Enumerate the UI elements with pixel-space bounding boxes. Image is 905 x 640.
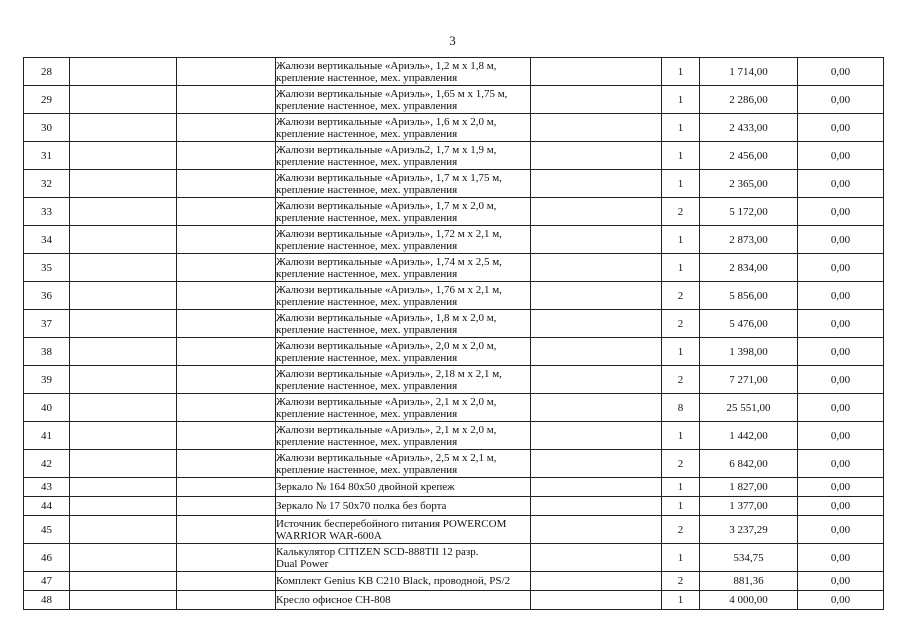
item-name-line: крепление настенное, мех. управления xyxy=(276,155,458,168)
item-name-line: Источник бесперебойного питания POWERCOM xyxy=(276,517,507,530)
empty-cell-c xyxy=(531,58,662,86)
item-name-cell xyxy=(276,394,531,422)
empty-cell-c xyxy=(531,226,662,254)
table-row xyxy=(24,516,884,544)
item-name-cell xyxy=(276,198,531,226)
item-name-cell xyxy=(276,544,531,572)
empty-cell-b xyxy=(177,282,276,310)
empty-cell-c xyxy=(531,366,662,394)
item-name-line: Зеркало № 164 80х50 двойной крепеж xyxy=(276,481,455,493)
amount-cell: 25 551,00 xyxy=(700,394,798,422)
empty-cell-b xyxy=(177,497,276,516)
item-name-line: Калькулятор CITIZEN SCD-888TII 12 разр. xyxy=(276,545,479,558)
empty-cell-c xyxy=(531,142,662,170)
empty-cell-c xyxy=(531,394,662,422)
quantity-cell: 1 xyxy=(662,544,700,572)
quantity-cell: 2 xyxy=(662,310,700,338)
table-row xyxy=(24,544,884,572)
item-name-line: Жалюзи вертикальные «Ариэль», 1,7 м х 2,0 м, xyxy=(276,199,497,212)
empty-cell-b xyxy=(177,310,276,338)
empty-cell-a xyxy=(70,58,177,86)
table-row xyxy=(24,198,884,226)
row-number-cell: 35 xyxy=(24,254,70,282)
item-name-line: Жалюзи вертикальные «Ариэль», 2,0 м х 2,0 м, xyxy=(276,339,497,352)
empty-cell-b xyxy=(177,450,276,478)
empty-cell-b xyxy=(177,58,276,86)
row-number-cell: 44 xyxy=(24,497,70,516)
quantity-cell: 1 xyxy=(662,254,700,282)
item-name-line: крепление настенное, мех. управления xyxy=(276,407,458,420)
item-name-line: крепление настенное, мех. управления xyxy=(276,99,458,112)
row-number-cell: 34 xyxy=(24,226,70,254)
row-number-cell: 47 xyxy=(24,572,70,591)
item-name-line: WARRIOR WAR-600A xyxy=(276,529,382,542)
residual-value-cell: 0,00 xyxy=(798,394,884,422)
residual-value-cell: 0,00 xyxy=(798,544,884,572)
empty-cell-b xyxy=(177,226,276,254)
item-name-line: Жалюзи вертикальные «Ариэль», 1,65 м х 1,75 м, xyxy=(276,87,508,100)
amount-cell: 3 237,29 xyxy=(700,516,798,544)
amount-cell: 2 834,00 xyxy=(700,254,798,282)
quantity-cell: 1 xyxy=(662,226,700,254)
residual-value-cell: 0,00 xyxy=(798,366,884,394)
residual-value-cell: 0,00 xyxy=(798,114,884,142)
quantity-cell: 2 xyxy=(662,516,700,544)
empty-cell-c xyxy=(531,86,662,114)
residual-value-cell: 0,00 xyxy=(798,478,884,497)
empty-cell-a xyxy=(70,497,177,516)
empty-cell-c xyxy=(531,478,662,497)
quantity-cell: 1 xyxy=(662,170,700,198)
amount-cell: 1 714,00 xyxy=(700,58,798,86)
item-name-cell xyxy=(276,516,531,544)
residual-value-cell: 0,00 xyxy=(798,591,884,610)
item-name-cell xyxy=(276,282,531,310)
empty-cell-a xyxy=(70,478,177,497)
item-name-line: Жалюзи вертикальные «Ариэль2, 1,7 м х 1,9 м, xyxy=(276,143,497,156)
quantity-cell: 1 xyxy=(662,497,700,516)
item-name-line: крепление настенное, мех. управления xyxy=(276,463,458,476)
item-name-line: крепление настенное, мех. управления xyxy=(276,295,458,308)
item-name-cell xyxy=(276,254,531,282)
amount-cell: 7 271,00 xyxy=(700,366,798,394)
table-row xyxy=(24,170,884,198)
empty-cell-c xyxy=(531,338,662,366)
empty-cell-a xyxy=(70,310,177,338)
empty-cell-a xyxy=(70,366,177,394)
empty-cell-b xyxy=(177,114,276,142)
table-row xyxy=(24,338,884,366)
table-row xyxy=(24,572,884,591)
empty-cell-b xyxy=(177,142,276,170)
amount-cell: 1 442,00 xyxy=(700,422,798,450)
empty-cell-b xyxy=(177,394,276,422)
empty-cell-a xyxy=(70,516,177,544)
item-name-cell xyxy=(276,450,531,478)
row-number-cell: 30 xyxy=(24,114,70,142)
quantity-cell: 2 xyxy=(662,282,700,310)
empty-cell-a xyxy=(70,572,177,591)
residual-value-cell: 0,00 xyxy=(798,516,884,544)
table-row xyxy=(24,142,884,170)
table-row xyxy=(24,422,884,450)
row-number-cell: 38 xyxy=(24,338,70,366)
item-name-cell xyxy=(276,58,531,86)
table-row xyxy=(24,450,884,478)
table-row xyxy=(24,58,884,86)
item-name-line: крепление настенное, мех. управления xyxy=(276,183,458,196)
empty-cell-a xyxy=(70,422,177,450)
row-number-cell: 42 xyxy=(24,450,70,478)
quantity-cell: 1 xyxy=(662,58,700,86)
item-name-line: крепление настенное, мех. управления xyxy=(276,71,458,84)
item-name-line: крепление настенное, мех. управления xyxy=(276,211,458,224)
quantity-cell: 1 xyxy=(662,478,700,497)
residual-value-cell: 0,00 xyxy=(798,142,884,170)
row-number-cell: 41 xyxy=(24,422,70,450)
empty-cell-c xyxy=(531,422,662,450)
row-number-cell: 45 xyxy=(24,516,70,544)
empty-cell-c xyxy=(531,544,662,572)
empty-cell-b xyxy=(177,591,276,610)
table-row xyxy=(24,497,884,516)
quantity-cell: 1 xyxy=(662,422,700,450)
quantity-cell: 2 xyxy=(662,450,700,478)
table-row xyxy=(24,86,884,114)
empty-cell-a xyxy=(70,254,177,282)
residual-value-cell: 0,00 xyxy=(798,170,884,198)
empty-cell-b xyxy=(177,338,276,366)
residual-value-cell: 0,00 xyxy=(798,338,884,366)
amount-cell: 881,36 xyxy=(700,572,798,591)
empty-cell-c xyxy=(531,591,662,610)
residual-value-cell: 0,00 xyxy=(798,497,884,516)
item-name-line: крепление настенное, мех. управления xyxy=(276,351,458,364)
empty-cell-a xyxy=(70,282,177,310)
item-name-line: Жалюзи вертикальные «Ариэль», 2,5 м х 2,1 м, xyxy=(276,451,497,464)
empty-cell-b xyxy=(177,572,276,591)
quantity-cell: 2 xyxy=(662,572,700,591)
empty-cell-a xyxy=(70,591,177,610)
empty-cell-a xyxy=(70,226,177,254)
empty-cell-a xyxy=(70,142,177,170)
row-number-cell: 28 xyxy=(24,58,70,86)
empty-cell-c xyxy=(531,450,662,478)
item-name-line: Жалюзи вертикальные «Ариэль», 1,74 м х 2,5 м, xyxy=(276,255,502,268)
table-row xyxy=(24,366,884,394)
page-number: 3 xyxy=(449,33,456,48)
residual-value-cell: 0,00 xyxy=(798,422,884,450)
item-name-cell xyxy=(276,142,531,170)
empty-cell-b xyxy=(177,254,276,282)
empty-cell-a xyxy=(70,450,177,478)
amount-cell: 2 456,00 xyxy=(700,142,798,170)
amount-cell: 1 827,00 xyxy=(700,478,798,497)
empty-cell-b xyxy=(177,544,276,572)
amount-cell: 5 172,00 xyxy=(700,198,798,226)
quantity-cell: 1 xyxy=(662,86,700,114)
item-name-line: Зеркало № 17 50х70 полка без борта xyxy=(276,500,447,512)
empty-cell-c xyxy=(531,282,662,310)
item-name-cell xyxy=(276,572,531,591)
quantity-cell: 8 xyxy=(662,394,700,422)
table-row xyxy=(24,478,884,497)
inventory-table xyxy=(23,57,884,610)
residual-value-cell: 0,00 xyxy=(798,282,884,310)
empty-cell-b xyxy=(177,422,276,450)
item-name-cell xyxy=(276,478,531,497)
amount-cell: 5 856,00 xyxy=(700,282,798,310)
quantity-cell: 2 xyxy=(662,198,700,226)
item-name-cell xyxy=(276,497,531,516)
empty-cell-b xyxy=(177,198,276,226)
row-number-cell: 37 xyxy=(24,310,70,338)
amount-cell: 2 286,00 xyxy=(700,86,798,114)
item-name-line: Жалюзи вертикальные «Ариэль», 1,7 м х 1,75 м, xyxy=(276,171,502,184)
item-name-line: Жалюзи вертикальные «Ариэль», 2,1 м х 2,0 м, xyxy=(276,395,497,408)
item-name-line: Жалюзи вертикальные «Ариэль», 2,1 м х 2,0 м, xyxy=(276,423,497,436)
row-number-cell: 29 xyxy=(24,86,70,114)
empty-cell-a xyxy=(70,114,177,142)
item-name-cell xyxy=(276,226,531,254)
empty-cell-a xyxy=(70,394,177,422)
row-number-cell: 46 xyxy=(24,544,70,572)
item-name-line: Кресло офисное СН-808 xyxy=(276,594,391,606)
amount-cell: 1 377,00 xyxy=(700,497,798,516)
row-number-cell: 40 xyxy=(24,394,70,422)
empty-cell-c xyxy=(531,310,662,338)
item-name-line: крепление настенное, мех. управления xyxy=(276,127,458,140)
table-row xyxy=(24,226,884,254)
item-name-cell xyxy=(276,310,531,338)
empty-cell-c xyxy=(531,114,662,142)
item-name-cell xyxy=(276,366,531,394)
item-name-cell xyxy=(276,86,531,114)
empty-cell-c xyxy=(531,198,662,226)
table-row xyxy=(24,282,884,310)
empty-cell-b xyxy=(177,366,276,394)
quantity-cell: 2 xyxy=(662,366,700,394)
quantity-cell: 1 xyxy=(662,142,700,170)
item-name-cell xyxy=(276,338,531,366)
row-number-cell: 43 xyxy=(24,478,70,497)
row-number-cell: 36 xyxy=(24,282,70,310)
table-row xyxy=(24,114,884,142)
empty-cell-b xyxy=(177,170,276,198)
empty-cell-a xyxy=(70,198,177,226)
empty-cell-c xyxy=(531,516,662,544)
item-name-line: крепление настенное, мех. управления xyxy=(276,323,458,336)
quantity-cell: 1 xyxy=(662,591,700,610)
row-number-cell: 48 xyxy=(24,591,70,610)
empty-cell-c xyxy=(531,497,662,516)
item-name-line: Жалюзи вертикальные «Ариэль», 2,18 м х 2,1 м, xyxy=(276,367,502,380)
quantity-cell: 1 xyxy=(662,338,700,366)
residual-value-cell: 0,00 xyxy=(798,86,884,114)
residual-value-cell: 0,00 xyxy=(798,198,884,226)
empty-cell-a xyxy=(70,338,177,366)
empty-cell-b xyxy=(177,86,276,114)
amount-cell: 5 476,00 xyxy=(700,310,798,338)
empty-cell-b xyxy=(177,516,276,544)
residual-value-cell: 0,00 xyxy=(798,450,884,478)
residual-value-cell: 0,00 xyxy=(798,310,884,338)
row-number-cell: 31 xyxy=(24,142,70,170)
amount-cell: 534,75 xyxy=(700,544,798,572)
item-name-cell xyxy=(276,170,531,198)
item-name-line: Жалюзи вертикальные «Ариэль», 1,72 м х 2,1 м, xyxy=(276,227,502,240)
empty-cell-c xyxy=(531,572,662,591)
item-name-line: Dual Power xyxy=(276,557,329,570)
residual-value-cell: 0,00 xyxy=(798,254,884,282)
table-row xyxy=(24,591,884,610)
empty-cell-a xyxy=(70,544,177,572)
residual-value-cell: 0,00 xyxy=(798,58,884,86)
amount-cell: 2 433,00 xyxy=(700,114,798,142)
empty-cell-a xyxy=(70,86,177,114)
item-name-line: Жалюзи вертикальные «Ариэль», 1,76 м х 2,1 м, xyxy=(276,283,502,296)
item-name-line: Комплект Genius KB C210 Black, проводной, PS/2 xyxy=(276,575,511,587)
item-name-cell xyxy=(276,114,531,142)
amount-cell: 1 398,00 xyxy=(700,338,798,366)
empty-cell-a xyxy=(70,170,177,198)
item-name-cell xyxy=(276,422,531,450)
amount-cell: 2 873,00 xyxy=(700,226,798,254)
residual-value-cell: 0,00 xyxy=(798,226,884,254)
item-name-cell xyxy=(276,591,531,610)
item-name-line: крепление настенное, мех. управления xyxy=(276,435,458,448)
item-name-line: Жалюзи вертикальные «Ариэль», 1,8 м х 2,0 м, xyxy=(276,311,497,324)
residual-value-cell: 0,00 xyxy=(798,572,884,591)
empty-cell-c xyxy=(531,170,662,198)
item-name-line: крепление настенное, мех. управления xyxy=(276,379,458,392)
item-name-line: крепление настенное, мех. управления xyxy=(276,267,458,280)
empty-cell-b xyxy=(177,478,276,497)
empty-cell-c xyxy=(531,254,662,282)
amount-cell: 2 365,00 xyxy=(700,170,798,198)
table-row xyxy=(24,310,884,338)
table-row xyxy=(24,254,884,282)
item-name-line: крепление настенное, мех. управления xyxy=(276,239,458,252)
row-number-cell: 32 xyxy=(24,170,70,198)
amount-cell: 4 000,00 xyxy=(700,591,798,610)
item-name-line: Жалюзи вертикальные «Ариэль», 1,6 м х 2,0 м, xyxy=(276,115,497,128)
table-row xyxy=(24,394,884,422)
row-number-cell: 33 xyxy=(24,198,70,226)
row-number-cell: 39 xyxy=(24,366,70,394)
amount-cell: 6 842,00 xyxy=(700,450,798,478)
item-name-line: Жалюзи вертикальные «Ариэль», 1,2 м х 1,8 м, xyxy=(276,59,497,72)
quantity-cell: 1 xyxy=(662,114,700,142)
